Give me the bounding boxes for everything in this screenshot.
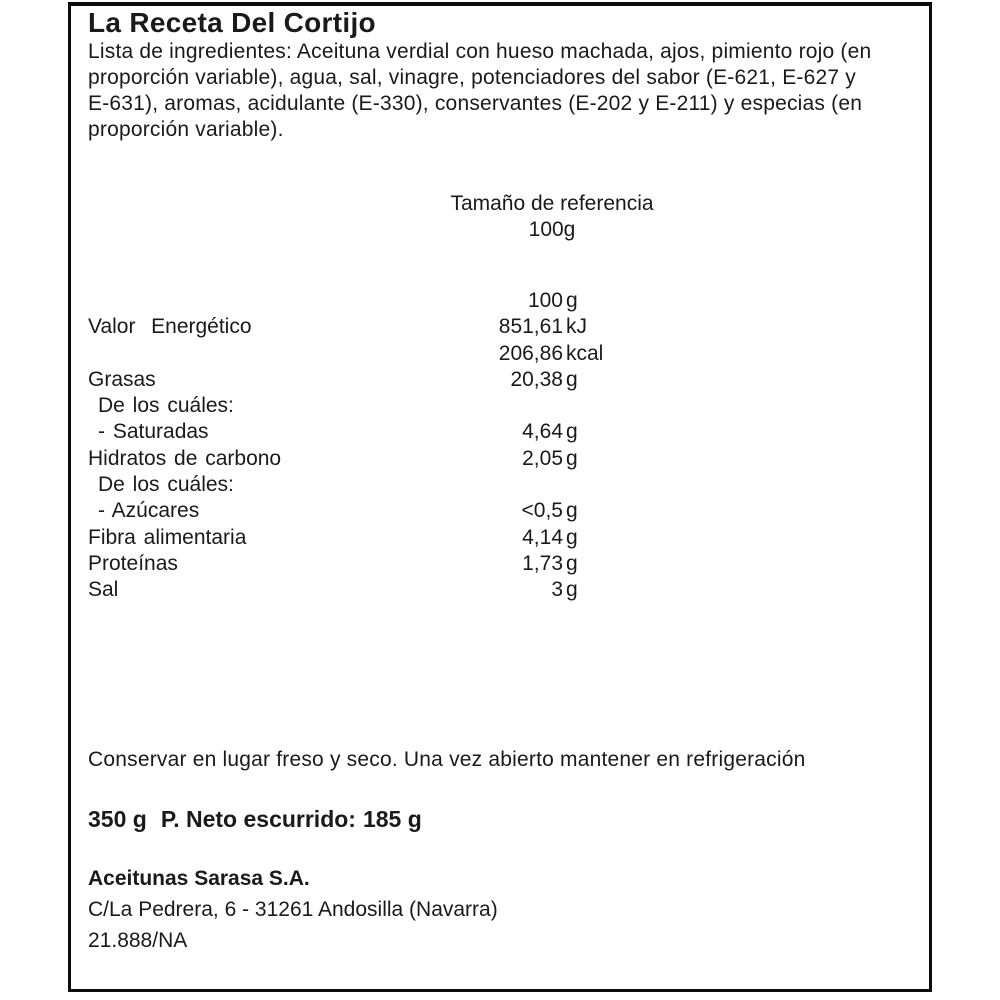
nutrition-value: 100 (527, 289, 563, 312)
manufacturer-registry: 21.888/NA (88, 929, 188, 952)
ingredients-line: proporción variable). (88, 118, 284, 141)
nutrition-row-carbohydrate (71, 447, 929, 473)
nutrition-value: 1,73 (522, 551, 563, 575)
serving-reference-title: Tamaño de referencia (450, 192, 654, 215)
nutrition-row-sugars (71, 499, 929, 525)
nutrition-row-salt (71, 578, 929, 604)
total-weight: 350 g (88, 806, 147, 832)
nutrition-label: De los cuáles: (98, 473, 234, 497)
nutrition-row-saturates (71, 420, 929, 446)
serving-reference (352, 191, 752, 243)
ingredients-line: E-631), aromas, acidulante (E-330), conservantes (E-202 y E-211) y especias (en (88, 92, 863, 115)
brand-title: La Receta Del Cortijo (88, 7, 376, 38)
nutrition-label: Valor Energético (88, 315, 252, 339)
nutrition-unit: g (566, 578, 578, 602)
nutrition-value: 851,61 (498, 315, 563, 339)
ingredients-text (88, 39, 923, 143)
net-weight-line (88, 806, 422, 833)
nutrition-unit: g (566, 367, 578, 391)
nutrition-unit: g (566, 525, 578, 549)
nutrition-label: Fibra alimentaria (88, 525, 247, 549)
serving-reference-size: 100g (528, 218, 576, 241)
nutrition-value: 4,64 (522, 420, 563, 444)
storage-note: Conservar en lugar freso y seco. Una vez abierto mantener en refrigeración (88, 748, 806, 771)
nutrition-row-energy-kcal (71, 342, 929, 368)
nutrition-label: Grasas (88, 367, 156, 391)
nutrition-value: 206,86 (498, 341, 563, 365)
nutrition-unit: g (566, 551, 578, 575)
nutrition-row-of-which-carbs (71, 473, 929, 499)
drained-weight-label: P. Neto escurrido: (160, 806, 356, 832)
nutrition-unit: kcal (566, 341, 604, 365)
manufacturer-address: C/La Pedrera, 6 - 31261 Andosilla (Navarra) (88, 898, 498, 921)
nutrition-row-protein (71, 552, 929, 578)
nutrition-table (71, 289, 929, 605)
nutrition-unit: g (566, 446, 578, 470)
manufacturer-name: Aceitunas Sarasa S.A. (88, 867, 310, 890)
nutrition-label: De los cuáles: (98, 394, 234, 418)
nutrition-row-energy-kj (71, 315, 929, 341)
nutrition-value: 3 (551, 578, 563, 602)
nutrition-unit: g (566, 499, 578, 523)
nutrition-label: - Saturadas (98, 420, 209, 444)
nutrition-value: 4,14 (522, 525, 563, 549)
nutrition-row-fibre (71, 526, 929, 552)
drained-weight: 185 g (362, 806, 422, 832)
nutrition-unit: g (566, 420, 578, 444)
nutrition-label: Proteínas (88, 551, 178, 575)
nutrition-value: 2,05 (522, 446, 563, 470)
ingredients-line: proporción variable), agua, sal, vinagre, potenciadores del sabor (E-621, E-627 y (88, 66, 856, 89)
manufacturer-block (88, 863, 498, 956)
nutrition-label: Sal (88, 578, 119, 602)
nutrition-row-fat (71, 368, 929, 394)
nutrition-label: - Azúcares (98, 499, 200, 523)
nutrition-row-of-which-fat (71, 394, 929, 420)
nutrition-row-column-header (71, 289, 929, 315)
nutrition-unit: kJ (566, 315, 587, 339)
nutrition-value: <0,5 (521, 499, 563, 523)
nutrition-label: Hidratos de carbono (88, 446, 282, 470)
nutrition-value: 20,38 (510, 367, 563, 391)
nutrition-unit: g (566, 289, 578, 312)
label-box (68, 2, 932, 992)
ingredients-line: Lista de ingredientes: Aceituna verdial con hueso machada, ajos, pimiento rojo (en (88, 40, 872, 63)
